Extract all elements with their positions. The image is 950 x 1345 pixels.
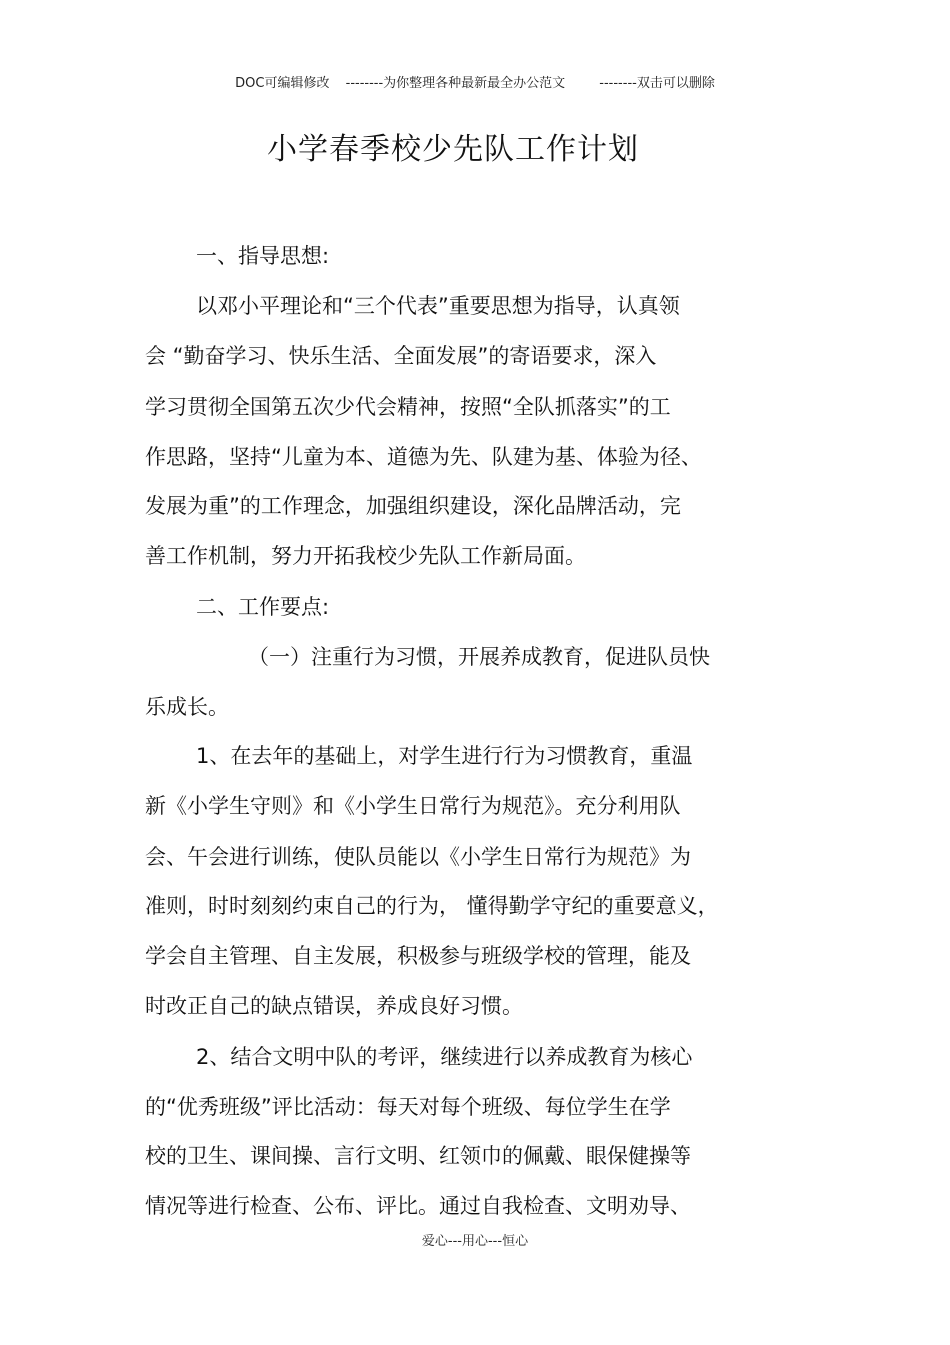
body-line: 准则，时时刻刻约束自己的行为， 懂得勤学守纪的重要意义， [145, 894, 719, 918]
header-middle-text: --------为你整理各种最新最全办公范文 [345, 76, 566, 91]
body-line: 1、在去年的基础上，对学生进行行为习惯教育，重温 [196, 744, 693, 768]
body-line: 校的卫生、课间操、言行文明、红领巾的佩戴、眼保健操等 [145, 1144, 691, 1168]
page-header [0, 72, 950, 91]
header-right-text: --------双击可以删除 [599, 76, 715, 91]
body-line: 乐成长。 [145, 695, 229, 719]
body-line: 学习贯彻全国第五次少代会精神，按照“全队抓落实”的工 [145, 395, 671, 419]
body-line: 时改正自己的缺点错误，养成良好习惯。 [145, 994, 523, 1018]
section-heading-work-points: 二、工作要点: [196, 595, 330, 619]
body-line: 2、结合文明中队的考评，继续进行以养成教育为核心 [196, 1045, 693, 1069]
page-footer: 爱心---用心---恒心 [421, 1234, 529, 1249]
body-line: 善工作机制，努力开拓我校少先队工作新局面。 [145, 544, 586, 568]
body-line: 以邓小平理论和“三个代表”重要思想为指导，认真领 [196, 294, 680, 318]
body-line: 作思路，坚持“儿童为本、道德为先、队建为基、体验为径、 [145, 445, 702, 469]
body-line: 会、午会进行训练，使队员能以《小学生日常行为规范》为 [145, 845, 691, 869]
body-line: 新《小学生守则》和《小学生日常行为规范》。充分利用队 [145, 794, 681, 818]
body-line: 会 “勤奋学习、快乐生活、全面发展”的寄语要求，深入 [145, 344, 657, 368]
subsection-heading: （一）注重行为习惯，开展养成教育，促进队员快 [248, 645, 710, 669]
header-doc-label: DOC可编辑修改 [235, 76, 330, 91]
body-line: 学会自主管理、自主发展，积极参与班级学校的管理，能及 [145, 944, 691, 968]
body-line: 的“优秀班级”评比活动：每天对每个班级、每位学生在学 [145, 1095, 671, 1119]
body-line: 发展为重”的工作理念，加强组织建设，深化品牌活动，完 [145, 494, 681, 518]
section-heading-guiding-thought: 一、指导思想: [196, 244, 330, 268]
body-line: 情况等进行检查、公布、评比。通过自我检查、文明劝导、 [145, 1194, 691, 1218]
document-title: 小学春季校少先队工作计划 [267, 132, 639, 167]
